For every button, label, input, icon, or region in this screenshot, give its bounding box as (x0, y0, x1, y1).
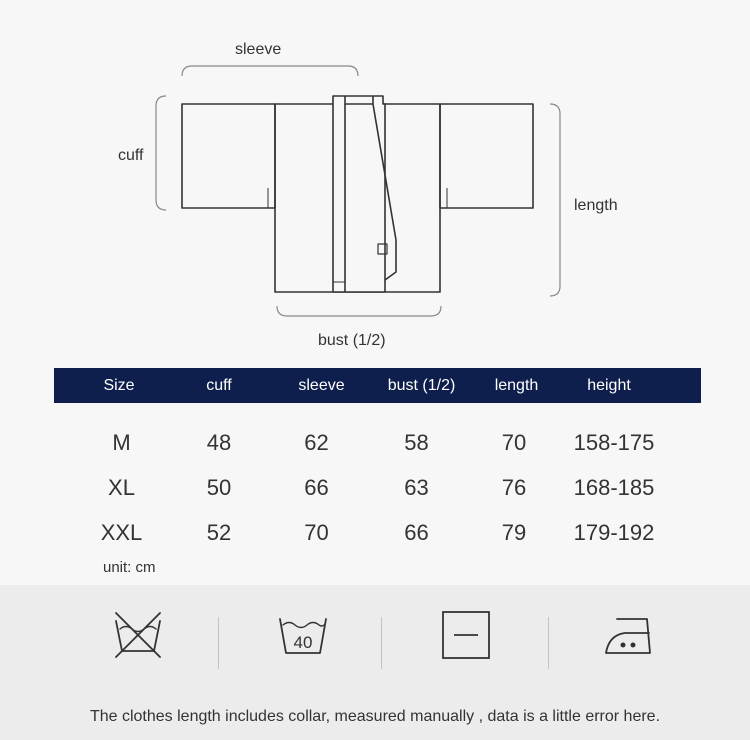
header-size: Size (103, 377, 135, 394)
do-not-wash-icon (112, 609, 164, 661)
cuff-cell: 52 (206, 520, 232, 545)
sleeve-cell: 66 (304, 475, 329, 500)
bust-cell: 58 (404, 430, 429, 455)
length-label: length (574, 197, 618, 214)
bust-cell: 66 (404, 520, 429, 545)
length-cell: 79 (501, 520, 527, 545)
table-row (54, 510, 701, 555)
care-instructions (0, 585, 750, 740)
cuff-label: cuff (118, 147, 144, 164)
height-cell: 168-185 (573, 475, 655, 500)
sleeve-cell: 62 (304, 430, 329, 455)
bust-cell: 63 (404, 475, 429, 500)
table-row (54, 420, 701, 465)
length-cell: 76 (501, 475, 527, 500)
cuff-cell: 48 (206, 430, 232, 455)
divider (218, 617, 219, 669)
unit-label: unit: cm (103, 559, 156, 576)
garment-diagram (0, 0, 750, 360)
length-cell: 70 (501, 430, 527, 455)
kimono-outline-icon (0, 0, 750, 360)
iron-low-icon (603, 609, 657, 661)
table-row (54, 465, 701, 510)
divider (548, 617, 549, 669)
cuff-cell: 50 (206, 475, 232, 500)
sleeve-label: sleeve (235, 41, 282, 58)
header-bust: bust (1/2) (387, 377, 456, 394)
height-cell: 158-175 (573, 430, 655, 455)
table-header (54, 368, 701, 403)
height-cell: 179-192 (573, 520, 655, 545)
size-cell: XL (108, 475, 135, 500)
care-note: The clothes length includes collar, measured manually , data is a little error here. (89, 708, 661, 725)
header-sleeve: sleeve (298, 377, 345, 394)
size-cell: M (112, 430, 131, 455)
divider (381, 617, 382, 669)
header-cuff: cuff (206, 377, 232, 394)
header-height: height (587, 377, 631, 394)
dry-flat-icon (440, 609, 492, 661)
wash-40-icon (277, 609, 329, 661)
size-table (54, 368, 701, 555)
header-length: length (494, 377, 539, 394)
bust-label: bust (1/2) (318, 332, 386, 349)
size-cell: XXL (100, 520, 143, 545)
wash-temp-label: 40 (293, 633, 313, 652)
sleeve-cell: 70 (304, 520, 329, 545)
